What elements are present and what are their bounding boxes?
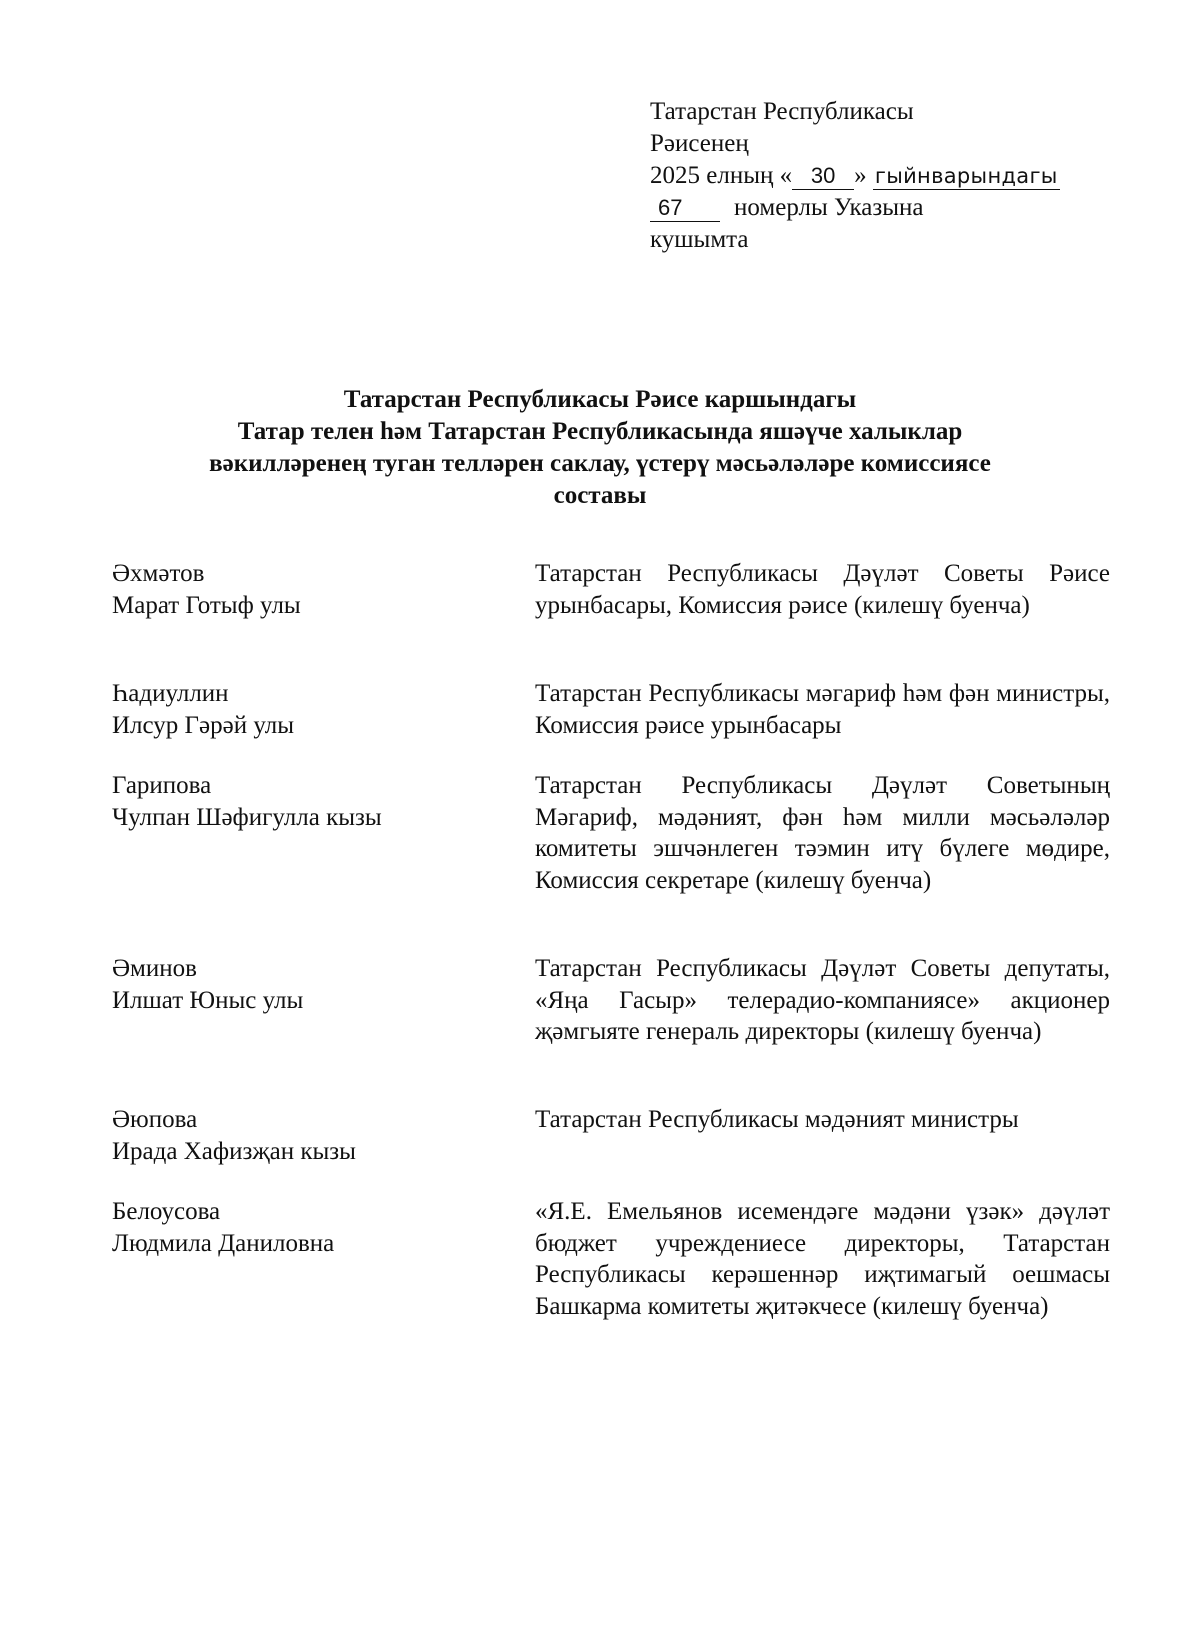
appendix-header xyxy=(650,96,1060,256)
member-given-name: Людмила Даниловна xyxy=(112,1229,335,1257)
decree-number-field: 67 xyxy=(650,195,720,222)
member-given-name: Ирада Хафизҗан кызы xyxy=(112,1137,356,1165)
title-line-2: Татар телен һәм Татарстан Республикасында яшәүче халыклар xyxy=(237,418,963,445)
appendix-line-republic: Татарстан Республикасы xyxy=(650,98,914,125)
member-position: Татарстан Республикасы Дәүләт Советы депутаты, «Яңа Гасыр» телерадио-компаниясе» акционер җәмгыяте генераль директоры (килешү буенча) xyxy=(535,955,1110,1045)
member-name xyxy=(112,1104,492,1167)
member-given-name: Илшат Юныс улы xyxy=(112,986,304,1014)
member-position: Татарстан Республикасы Дәүләт Советының Мәгариф, мәдәният, фән һәм милли мәсьәләләр комитеты эшчәнлеген тәэмин итү бүлеге мөдире, Комиссия секретаре (килешү буенча) xyxy=(535,772,1110,894)
member-surname: Гарипова xyxy=(112,772,212,799)
appendix-line-head: Рәисенең xyxy=(650,130,749,157)
date-day-field: 30 xyxy=(792,163,854,190)
member-surname: Әюпова xyxy=(112,1106,198,1133)
member-name xyxy=(112,953,492,1016)
member-name xyxy=(112,678,492,741)
member-name xyxy=(112,558,492,621)
appendix-decree-line xyxy=(650,192,1060,224)
member-given-name: Чулпан Шәфигулла кызы xyxy=(112,803,382,831)
date-quote-close: » xyxy=(854,162,867,189)
member-position: «Я.Е. Емельянов исемендәге мәдәни үзәк» дәүләт бюджет учреждениесе директоры, Татарстан Республикасы керәшеннәр иҗтимагый оешмасы Башкарма комитеты җитәкчесе (килешү буенча) xyxy=(535,1198,1110,1320)
title-line-1: Татарстан Республикасы Рәисе каршындагы xyxy=(343,386,857,413)
member-surname: Әхмәтов xyxy=(112,560,205,587)
appendix-line-attachment: кушымта xyxy=(650,226,749,253)
member-name xyxy=(112,770,492,833)
member-position: Татарстан Республикасы мәдәният министры xyxy=(535,1106,1019,1133)
member-position: Татарстан Республикасы мәгариф һәм фән министры, Комиссия рәисе урынбасары xyxy=(535,680,1110,739)
title-line-3: вәкилләренең туган телләрен саклау, үстерү мәсьәләләре комиссиясе xyxy=(209,450,991,477)
member-position: Татарстан Республикасы Дәүләт Советы Рәисе урынбасары, Комиссия рәисе (килешү буенча) xyxy=(535,560,1110,619)
date-month-field: гыйнварындагы xyxy=(874,164,1058,188)
decree-text: номерлы Указына xyxy=(734,194,924,221)
document-title xyxy=(100,384,1100,512)
member-surname: Һадиуллин xyxy=(112,680,229,707)
member-surname: Әминов xyxy=(112,955,197,982)
appendix-date-line xyxy=(650,160,1060,192)
member-given-name: Марат Готыф улы xyxy=(112,591,301,619)
member-name xyxy=(112,1196,492,1259)
member-given-name: Илсур Гәрәй улы xyxy=(112,711,294,739)
title-line-4: составы xyxy=(553,482,647,509)
member-surname: Белоусова xyxy=(112,1198,221,1225)
date-year-prefix: 2025 елның « xyxy=(650,162,793,189)
